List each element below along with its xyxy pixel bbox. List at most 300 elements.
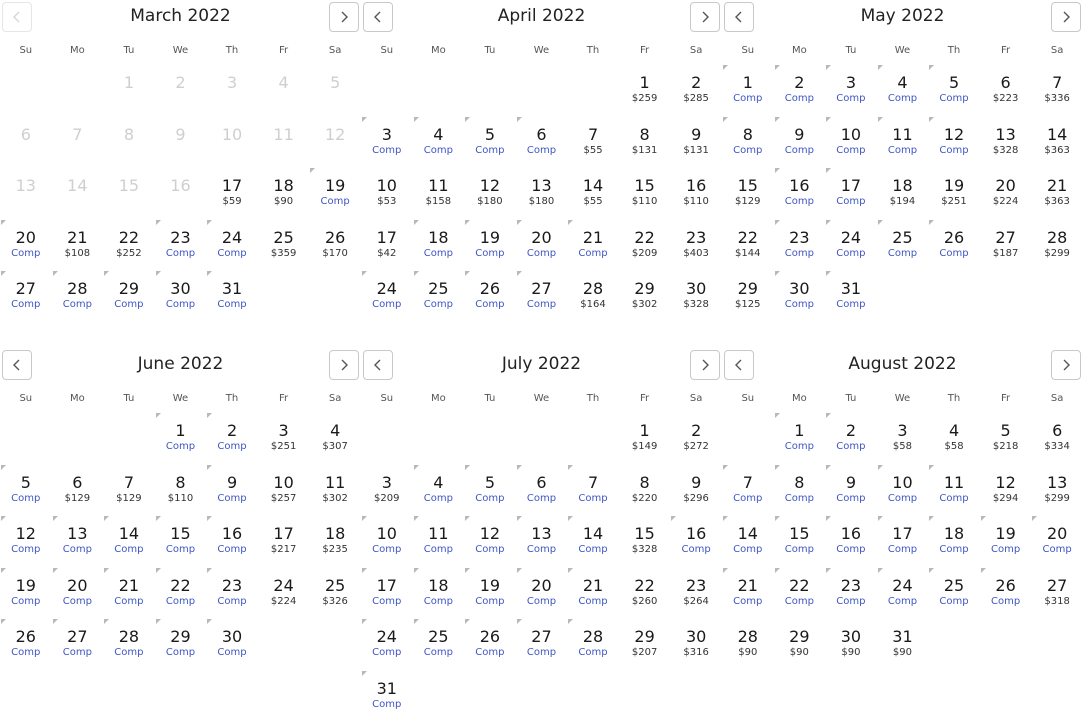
day-cell[interactable] bbox=[155, 618, 207, 670]
day-cell[interactable] bbox=[309, 167, 361, 219]
day-number: 1 bbox=[639, 421, 650, 440]
day-cell[interactable] bbox=[619, 64, 671, 116]
empty-day-cell bbox=[928, 270, 980, 322]
day-number: 2 bbox=[691, 421, 702, 440]
day-number: 8 bbox=[742, 124, 753, 144]
day-cell[interactable] bbox=[464, 270, 516, 322]
day-cell[interactable] bbox=[877, 464, 929, 516]
day-cell[interactable] bbox=[980, 567, 1032, 619]
day-cell[interactable] bbox=[464, 618, 516, 670]
day-cell[interactable] bbox=[877, 618, 929, 670]
day-number: 10 bbox=[221, 124, 243, 144]
comp-label: Comp bbox=[165, 595, 196, 607]
day-number: 28 bbox=[582, 627, 604, 646]
day-cell[interactable] bbox=[206, 464, 258, 516]
day-cell[interactable] bbox=[774, 567, 826, 619]
day-cell[interactable] bbox=[877, 167, 929, 219]
day-cell[interactable] bbox=[103, 618, 155, 670]
comp-label: Comp bbox=[578, 247, 608, 259]
day-cell[interactable] bbox=[206, 219, 258, 271]
day-number: 11 bbox=[273, 124, 294, 144]
day-cell[interactable] bbox=[309, 567, 361, 619]
comp-label: Comp bbox=[423, 492, 453, 504]
empty-day-cell bbox=[413, 670, 465, 721]
day-number: 19 bbox=[943, 176, 965, 195]
day-cell[interactable] bbox=[361, 167, 413, 219]
day-cell[interactable] bbox=[516, 515, 568, 567]
day-cell[interactable] bbox=[928, 412, 980, 464]
day-number: 17 bbox=[892, 524, 913, 543]
day-cell[interactable] bbox=[464, 116, 516, 168]
day-cell[interactable] bbox=[670, 515, 722, 567]
day-cell[interactable] bbox=[619, 515, 671, 567]
day-cell[interactable] bbox=[0, 219, 52, 271]
weekday-label: Th bbox=[947, 44, 961, 56]
day-cell[interactable] bbox=[722, 116, 774, 168]
comp-label: Comp bbox=[887, 595, 918, 607]
day-cell[interactable] bbox=[619, 219, 671, 271]
day-price: $90 bbox=[841, 647, 861, 658]
day-cell[interactable] bbox=[0, 270, 52, 322]
day-price: $209 bbox=[631, 247, 658, 259]
day-cell[interactable] bbox=[413, 567, 465, 619]
day-cell[interactable] bbox=[103, 464, 155, 516]
day-price: $58 bbox=[944, 441, 964, 452]
day-number: 21 bbox=[67, 227, 88, 247]
day-cell[interactable] bbox=[103, 270, 155, 322]
day-number: 18 bbox=[324, 524, 346, 543]
day-cell[interactable] bbox=[670, 412, 722, 464]
prev-month-button[interactable] bbox=[363, 350, 393, 380]
day-cell[interactable] bbox=[980, 116, 1032, 168]
week-row bbox=[361, 412, 722, 464]
day-cell[interactable] bbox=[361, 219, 413, 271]
day-cell[interactable] bbox=[52, 270, 104, 322]
day-number: 26 bbox=[479, 279, 501, 298]
day-cell[interactable] bbox=[670, 64, 722, 116]
prev-month-button[interactable] bbox=[2, 350, 32, 380]
weekday-label: Th bbox=[586, 44, 600, 56]
weekday-label: Su bbox=[19, 392, 33, 404]
day-cell[interactable] bbox=[567, 116, 619, 168]
day-cell[interactable] bbox=[877, 116, 929, 168]
day-cell[interactable] bbox=[928, 64, 980, 116]
day-cell[interactable] bbox=[825, 567, 877, 619]
day-cell[interactable] bbox=[877, 219, 929, 271]
day-number: 23 bbox=[170, 227, 191, 247]
day-cell-unavailable bbox=[258, 64, 310, 116]
day-cell[interactable] bbox=[928, 116, 980, 168]
month-panel bbox=[0, 0, 361, 322]
chevron-right-icon bbox=[1061, 11, 1071, 23]
comp-label: Comp bbox=[733, 93, 763, 104]
day-cell[interactable] bbox=[258, 412, 310, 464]
day-cell[interactable] bbox=[619, 167, 671, 219]
day-number: 18 bbox=[943, 524, 965, 543]
day-number: 26 bbox=[479, 627, 501, 646]
day-cell[interactable] bbox=[361, 618, 413, 670]
day-number: 24 bbox=[840, 227, 862, 247]
day-cell[interactable] bbox=[722, 219, 774, 271]
prev-month-button[interactable] bbox=[724, 350, 754, 380]
day-cell[interactable] bbox=[258, 219, 310, 271]
day-cell[interactable] bbox=[928, 464, 980, 516]
day-number: 3 bbox=[226, 73, 238, 92]
day-cell[interactable] bbox=[567, 219, 619, 271]
day-cell[interactable] bbox=[413, 618, 465, 670]
empty-day-cell bbox=[1031, 618, 1083, 670]
day-number: 29 bbox=[118, 279, 140, 298]
next-month-button[interactable] bbox=[1051, 350, 1081, 380]
day-cell[interactable] bbox=[361, 567, 413, 619]
day-cell-unavailable bbox=[309, 116, 361, 168]
prev-month-button[interactable] bbox=[363, 2, 393, 32]
day-cell[interactable] bbox=[309, 515, 361, 567]
day-cell[interactable] bbox=[774, 515, 826, 567]
day-cell[interactable] bbox=[413, 167, 465, 219]
day-cell[interactable] bbox=[774, 464, 826, 516]
empty-day-cell bbox=[567, 64, 619, 116]
day-number: 21 bbox=[582, 227, 604, 247]
day-cell[interactable] bbox=[619, 618, 671, 670]
day-cell[interactable] bbox=[774, 219, 826, 271]
day-cell[interactable] bbox=[980, 515, 1032, 567]
day-cell[interactable] bbox=[413, 464, 465, 516]
day-cell[interactable] bbox=[567, 167, 619, 219]
day-cell[interactable] bbox=[155, 270, 207, 322]
next-month-button[interactable] bbox=[690, 350, 720, 380]
day-cell[interactable] bbox=[361, 464, 413, 516]
empty-day-cell bbox=[516, 670, 568, 721]
day-cell[interactable] bbox=[1031, 412, 1083, 464]
next-month-button[interactable] bbox=[690, 2, 720, 32]
day-cell[interactable] bbox=[0, 464, 52, 516]
day-cell[interactable] bbox=[670, 116, 722, 168]
empty-day-cell bbox=[567, 670, 619, 721]
day-cell-unavailable bbox=[155, 167, 207, 219]
day-cell[interactable] bbox=[52, 515, 104, 567]
day-number: 11 bbox=[428, 524, 449, 543]
day-cell[interactable] bbox=[464, 567, 516, 619]
day-cell[interactable] bbox=[825, 219, 877, 271]
day-cell[interactable] bbox=[52, 219, 104, 271]
day-number: 12 bbox=[324, 124, 346, 144]
day-cell[interactable] bbox=[722, 618, 774, 670]
empty-day-cell bbox=[877, 270, 929, 322]
day-cell[interactable] bbox=[361, 116, 413, 168]
comp-label: Comp bbox=[217, 595, 247, 607]
day-cell[interactable] bbox=[928, 167, 980, 219]
day-cell[interactable] bbox=[258, 464, 310, 516]
day-cell[interactable] bbox=[619, 567, 671, 619]
day-cell[interactable] bbox=[413, 116, 465, 168]
week-row bbox=[0, 618, 361, 670]
prev-month-button[interactable] bbox=[2, 2, 32, 32]
day-cell[interactable] bbox=[0, 567, 52, 619]
day-cell[interactable] bbox=[774, 167, 826, 219]
day-cell-unavailable bbox=[52, 116, 104, 168]
day-cell[interactable] bbox=[1031, 464, 1083, 516]
day-cell[interactable] bbox=[464, 464, 516, 516]
comp-label: Comp bbox=[526, 247, 557, 259]
comp-label: Comp bbox=[836, 144, 866, 156]
week-row bbox=[361, 515, 722, 567]
day-cell[interactable] bbox=[52, 618, 104, 670]
day-cell[interactable] bbox=[516, 270, 568, 322]
month-header bbox=[0, 348, 361, 384]
day-cell[interactable] bbox=[670, 464, 722, 516]
day-cell[interactable] bbox=[670, 270, 722, 322]
day-cell[interactable] bbox=[103, 219, 155, 271]
day-number: 17 bbox=[273, 524, 294, 543]
day-cell[interactable] bbox=[361, 270, 413, 322]
day-cell[interactable] bbox=[361, 515, 413, 567]
next-month-button[interactable] bbox=[1051, 2, 1081, 32]
day-cell[interactable] bbox=[567, 618, 619, 670]
comp-label: Comp bbox=[939, 93, 969, 104]
day-cell[interactable] bbox=[52, 464, 104, 516]
day-number: 22 bbox=[118, 227, 140, 247]
prev-month-button[interactable] bbox=[724, 2, 754, 32]
day-cell[interactable] bbox=[670, 219, 722, 271]
day-cell[interactable] bbox=[980, 167, 1032, 219]
day-cell[interactable] bbox=[722, 567, 774, 619]
empty-day-cell bbox=[1031, 270, 1083, 322]
day-cell[interactable] bbox=[206, 270, 258, 322]
day-cell[interactable] bbox=[722, 464, 774, 516]
day-cell[interactable] bbox=[722, 515, 774, 567]
day-number: 14 bbox=[582, 176, 604, 195]
day-cell[interactable] bbox=[206, 618, 258, 670]
day-cell[interactable] bbox=[413, 270, 465, 322]
day-number: 16 bbox=[221, 524, 243, 543]
day-number: 31 bbox=[892, 627, 913, 646]
day-cell[interactable] bbox=[774, 64, 826, 116]
day-cell[interactable] bbox=[155, 412, 207, 464]
day-cell[interactable] bbox=[825, 167, 877, 219]
weekday-label: Fr bbox=[279, 392, 289, 404]
month-header bbox=[0, 0, 361, 36]
week-row bbox=[722, 464, 1083, 516]
day-cell[interactable] bbox=[1031, 567, 1083, 619]
day-cell[interactable] bbox=[155, 515, 207, 567]
day-number: 5 bbox=[1000, 421, 1011, 440]
day-price: $131 bbox=[683, 144, 709, 156]
day-number: 4 bbox=[278, 73, 289, 92]
day-cell[interactable] bbox=[103, 567, 155, 619]
empty-day-cell bbox=[103, 412, 155, 464]
day-cell[interactable] bbox=[516, 618, 568, 670]
comp-label: Comp bbox=[784, 93, 814, 104]
day-number: 21 bbox=[118, 575, 140, 595]
day-cell[interactable] bbox=[670, 167, 722, 219]
day-cell[interactable] bbox=[774, 270, 826, 322]
day-cell[interactable] bbox=[928, 567, 980, 619]
day-cell[interactable] bbox=[825, 64, 877, 116]
day-cell[interactable] bbox=[619, 270, 671, 322]
day-cell[interactable] bbox=[619, 464, 671, 516]
day-cell[interactable] bbox=[206, 167, 258, 219]
day-number: 28 bbox=[67, 279, 88, 298]
day-number: 13 bbox=[995, 124, 1016, 144]
day-price: $144 bbox=[735, 247, 761, 259]
day-price: $363 bbox=[1044, 196, 1070, 207]
day-cell[interactable] bbox=[309, 464, 361, 516]
comp-label: Comp bbox=[62, 647, 92, 658]
day-cell[interactable] bbox=[52, 567, 104, 619]
day-number: 2 bbox=[845, 421, 856, 440]
weekday-label: Su bbox=[741, 44, 755, 56]
week-row bbox=[361, 618, 722, 670]
day-cell-unavailable bbox=[206, 116, 258, 168]
day-cell[interactable] bbox=[0, 515, 52, 567]
day-cell[interactable] bbox=[722, 64, 774, 116]
day-number: 24 bbox=[376, 627, 397, 646]
day-cell[interactable] bbox=[309, 412, 361, 464]
day-cell[interactable] bbox=[825, 270, 877, 322]
comp-label: Comp bbox=[526, 595, 557, 607]
day-cell-unavailable bbox=[155, 64, 207, 116]
day-cell[interactable] bbox=[1031, 167, 1083, 219]
day-number: 6 bbox=[1052, 421, 1063, 440]
day-cell[interactable] bbox=[206, 515, 258, 567]
day-cell[interactable] bbox=[516, 167, 568, 219]
day-cell[interactable] bbox=[980, 219, 1032, 271]
day-cell[interactable] bbox=[980, 412, 1032, 464]
chevron-right-icon bbox=[339, 11, 349, 23]
day-cell[interactable] bbox=[155, 464, 207, 516]
day-cell[interactable] bbox=[567, 270, 619, 322]
weekday-label: Th bbox=[947, 392, 961, 404]
day-cell[interactable] bbox=[0, 618, 52, 670]
day-cell[interactable] bbox=[877, 567, 929, 619]
comp-label: Comp bbox=[217, 647, 247, 658]
day-cell[interactable] bbox=[825, 618, 877, 670]
day-cell[interactable] bbox=[825, 515, 877, 567]
comp-label: Comp bbox=[578, 647, 608, 658]
day-cell[interactable] bbox=[980, 64, 1032, 116]
weekday-label: Th bbox=[586, 392, 600, 404]
day-cell[interactable] bbox=[928, 515, 980, 567]
comp-label: Comp bbox=[11, 544, 41, 555]
next-month-button[interactable] bbox=[329, 2, 359, 32]
comp-label: Comp bbox=[62, 299, 92, 310]
day-cell[interactable] bbox=[516, 116, 568, 168]
day-cell[interactable] bbox=[774, 412, 826, 464]
month-title: July 2022 bbox=[501, 354, 582, 374]
day-cell[interactable] bbox=[516, 219, 568, 271]
day-cell[interactable] bbox=[774, 618, 826, 670]
day-cell[interactable] bbox=[877, 64, 929, 116]
day-cell[interactable] bbox=[722, 167, 774, 219]
day-price: $55 bbox=[583, 196, 603, 207]
day-number: 29 bbox=[737, 279, 758, 298]
day-cell[interactable] bbox=[670, 567, 722, 619]
day-cell[interactable] bbox=[722, 270, 774, 322]
day-cell[interactable] bbox=[155, 567, 207, 619]
day-cell[interactable] bbox=[980, 464, 1032, 516]
day-number: 17 bbox=[840, 176, 862, 195]
comp-label: Comp bbox=[887, 247, 918, 259]
day-cell[interactable] bbox=[928, 219, 980, 271]
day-cell[interactable] bbox=[258, 567, 310, 619]
day-number: 11 bbox=[892, 124, 913, 144]
day-cell[interactable] bbox=[670, 618, 722, 670]
day-cell[interactable] bbox=[877, 412, 929, 464]
weekday-label: Sa bbox=[689, 392, 703, 404]
day-cell[interactable] bbox=[464, 167, 516, 219]
day-number: 11 bbox=[943, 472, 965, 492]
comp-label: Comp bbox=[217, 544, 247, 555]
day-cell[interactable] bbox=[413, 515, 465, 567]
day-number: 27 bbox=[531, 279, 552, 298]
day-cell[interactable] bbox=[206, 412, 258, 464]
day-number: 21 bbox=[582, 575, 604, 595]
comp-label: Comp bbox=[475, 492, 505, 504]
empty-day-cell bbox=[516, 412, 568, 464]
month-title: May 2022 bbox=[860, 6, 945, 26]
day-cell[interactable] bbox=[619, 412, 671, 464]
day-cell[interactable] bbox=[1031, 116, 1083, 168]
day-price: $164 bbox=[580, 299, 606, 310]
day-cell[interactable] bbox=[1031, 515, 1083, 567]
day-cell[interactable] bbox=[464, 219, 516, 271]
day-number: 13 bbox=[67, 524, 88, 543]
month-title: March 2022 bbox=[130, 6, 231, 26]
day-cell[interactable] bbox=[567, 515, 619, 567]
day-cell[interactable] bbox=[309, 219, 361, 271]
day-cell[interactable] bbox=[825, 464, 877, 516]
day-number: 10 bbox=[376, 524, 397, 543]
day-price: $217 bbox=[270, 544, 297, 555]
day-cell[interactable] bbox=[877, 515, 929, 567]
comp-label: Comp bbox=[372, 647, 402, 658]
day-cell[interactable] bbox=[516, 464, 568, 516]
day-cell[interactable] bbox=[619, 116, 671, 168]
day-cell[interactable] bbox=[258, 515, 310, 567]
day-number: 23 bbox=[840, 575, 862, 595]
comp-label: Comp bbox=[939, 144, 969, 156]
day-cell[interactable] bbox=[1031, 64, 1083, 116]
comp-label: Comp bbox=[784, 492, 814, 504]
day-cell[interactable] bbox=[825, 412, 877, 464]
day-cell[interactable] bbox=[464, 515, 516, 567]
day-cell[interactable] bbox=[516, 567, 568, 619]
day-cell[interactable] bbox=[103, 515, 155, 567]
day-cell[interactable] bbox=[567, 567, 619, 619]
day-cell[interactable] bbox=[1031, 219, 1083, 271]
day-number: 15 bbox=[634, 524, 655, 543]
day-cell[interactable] bbox=[825, 116, 877, 168]
day-cell[interactable] bbox=[155, 219, 207, 271]
day-number: 27 bbox=[67, 627, 88, 646]
day-price: $110 bbox=[631, 196, 658, 207]
day-cell[interactable] bbox=[258, 167, 310, 219]
day-cell[interactable] bbox=[206, 567, 258, 619]
day-cell[interactable] bbox=[413, 219, 465, 271]
day-number: 11 bbox=[428, 176, 449, 195]
day-number: 12 bbox=[479, 176, 501, 195]
week-row bbox=[0, 116, 361, 168]
day-number: 27 bbox=[1046, 575, 1068, 595]
day-cell[interactable] bbox=[361, 670, 413, 721]
comp-label: Comp bbox=[475, 647, 505, 658]
day-cell[interactable] bbox=[774, 116, 826, 168]
next-month-button[interactable] bbox=[329, 350, 359, 380]
week-row bbox=[0, 515, 361, 567]
chevron-left-icon bbox=[373, 359, 383, 371]
day-cell[interactable] bbox=[567, 464, 619, 516]
